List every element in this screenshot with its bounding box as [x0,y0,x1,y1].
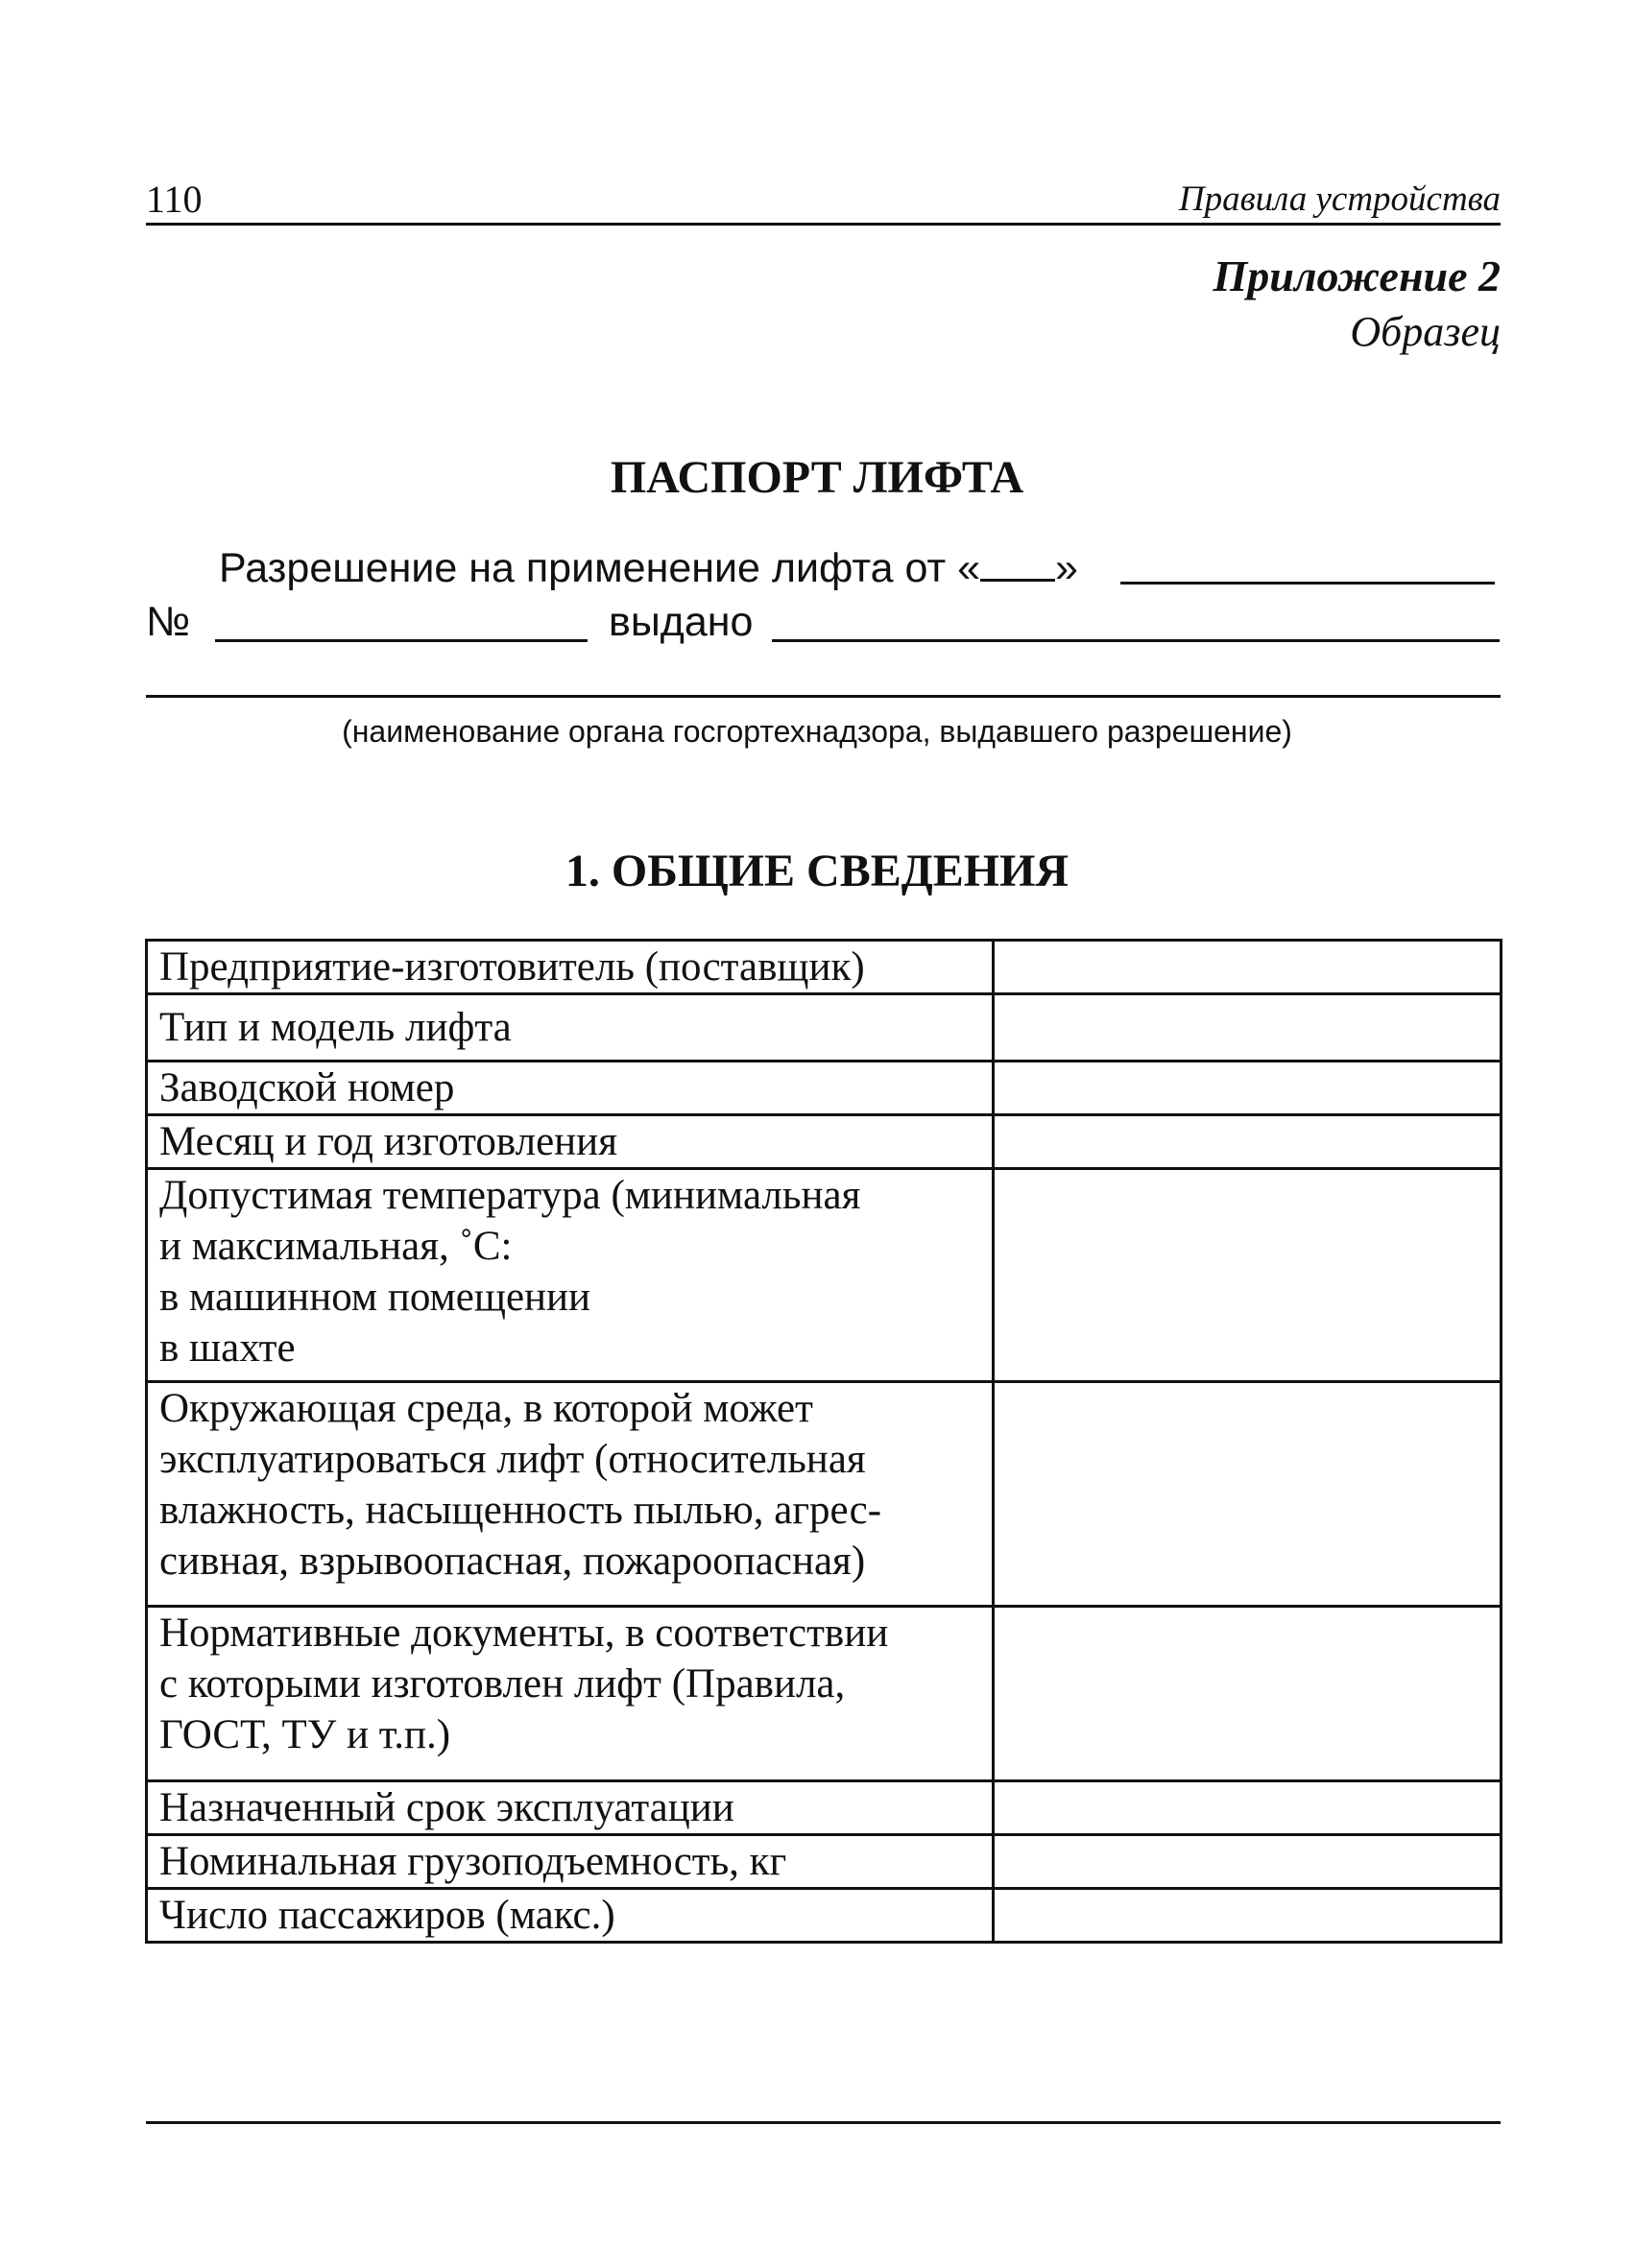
table-row-value-field[interactable] [994,1607,1502,1781]
table-row-value-field[interactable] [994,1382,1502,1607]
document-title: ПАСПОРТ ЛИФТА [610,452,1024,503]
page-number: 110 [146,178,203,221]
table-row-value-field[interactable] [994,1781,1502,1835]
table-row-value-field[interactable] [994,1169,1502,1382]
appendix-sublabel: Образец [1350,308,1501,355]
appendix-label: Приложение 2 [1213,251,1501,300]
table-row-value-field[interactable] [994,1115,1502,1169]
label-line: Назначенный срок эксплуатации [159,1785,734,1830]
table-row [147,1607,1502,1781]
table-row-label [147,1115,994,1169]
quote-close: » [1055,545,1078,591]
table-row [147,994,1502,1062]
label-line: с которыми изготовлен лифт (Правила, [159,1661,846,1707]
label-line: Нормативные документы, в соответствии [159,1611,889,1656]
permit-line [219,543,1078,593]
number-blank-field[interactable] [215,639,588,642]
label-line: Допустимая температура (минимальная [159,1173,861,1218]
table-row [147,1169,1502,1382]
label-line: в шахте [159,1325,296,1371]
table-row-label [147,1062,994,1115]
table-row-value-field[interactable] [994,1835,1502,1889]
running-title: Правила устройства [1178,179,1501,219]
table-row-label [147,1889,994,1943]
table-row [147,1835,1502,1889]
label-line: и максимальная, ˚С: [159,1224,513,1269]
table-row [147,941,1502,994]
label-line: ГОСТ, ТУ и т.п.) [159,1712,451,1757]
general-info-table-body [147,941,1502,1943]
label-line: Месяц и год изготовления [159,1119,617,1164]
label-line: Предприятие-изготовитель (поставщик) [159,944,865,990]
label-line: Число пассажиров (макс.) [159,1893,615,1938]
table-row-value-field[interactable] [994,1062,1502,1115]
footer-rule [146,2121,1501,2124]
table-row-label [147,1169,994,1382]
label-line: Тип и модель лифта [159,1005,512,1050]
table-row [147,1115,1502,1169]
general-info-table [145,939,1502,1944]
authority-caption: (наименование органа госгортехнадзора, выдавшего разрешение) [342,714,1292,749]
label-line: Номинальная грузоподъемность, кг [159,1839,787,1884]
table-row-label [147,941,994,994]
day-blank-field[interactable] [980,544,1055,582]
table-row-value-field[interactable] [994,941,1502,994]
table-row [147,1062,1502,1115]
table-row-value-field[interactable] [994,1889,1502,1943]
table-row-value-field[interactable] [994,994,1502,1062]
label-line: Окружающая среда, в которой может [159,1386,813,1431]
issued-blank-field[interactable] [772,639,1500,642]
table-row-label [147,1835,994,1889]
table-row-label [147,1382,994,1607]
date-blank-field[interactable] [1120,582,1495,585]
header-rule [146,223,1501,226]
table-row-label [147,1781,994,1835]
number-symbol: № [146,599,191,645]
issued-label: выдано [609,599,754,645]
label-line: в машинном помещении [159,1275,591,1320]
table-row-label [147,994,994,1062]
permit-text: Разрешение на применение лифта от « [219,545,981,591]
label-line: Заводской номер [159,1065,455,1110]
authority-blank-field[interactable] [146,695,1501,698]
label-line: эксплуатироваться лифт (относительная [159,1437,866,1482]
table-row-label [147,1607,994,1781]
label-line: влажность, насыщенность пылью, агрес- [159,1488,882,1533]
table-row [147,1781,1502,1835]
table-row [147,1382,1502,1607]
section-title: 1. ОБЩИЕ СВЕДЕНИЯ [565,846,1069,896]
table-row [147,1889,1502,1943]
label-line: сивная, взрывоопасная, пожароопасная) [159,1539,866,1584]
